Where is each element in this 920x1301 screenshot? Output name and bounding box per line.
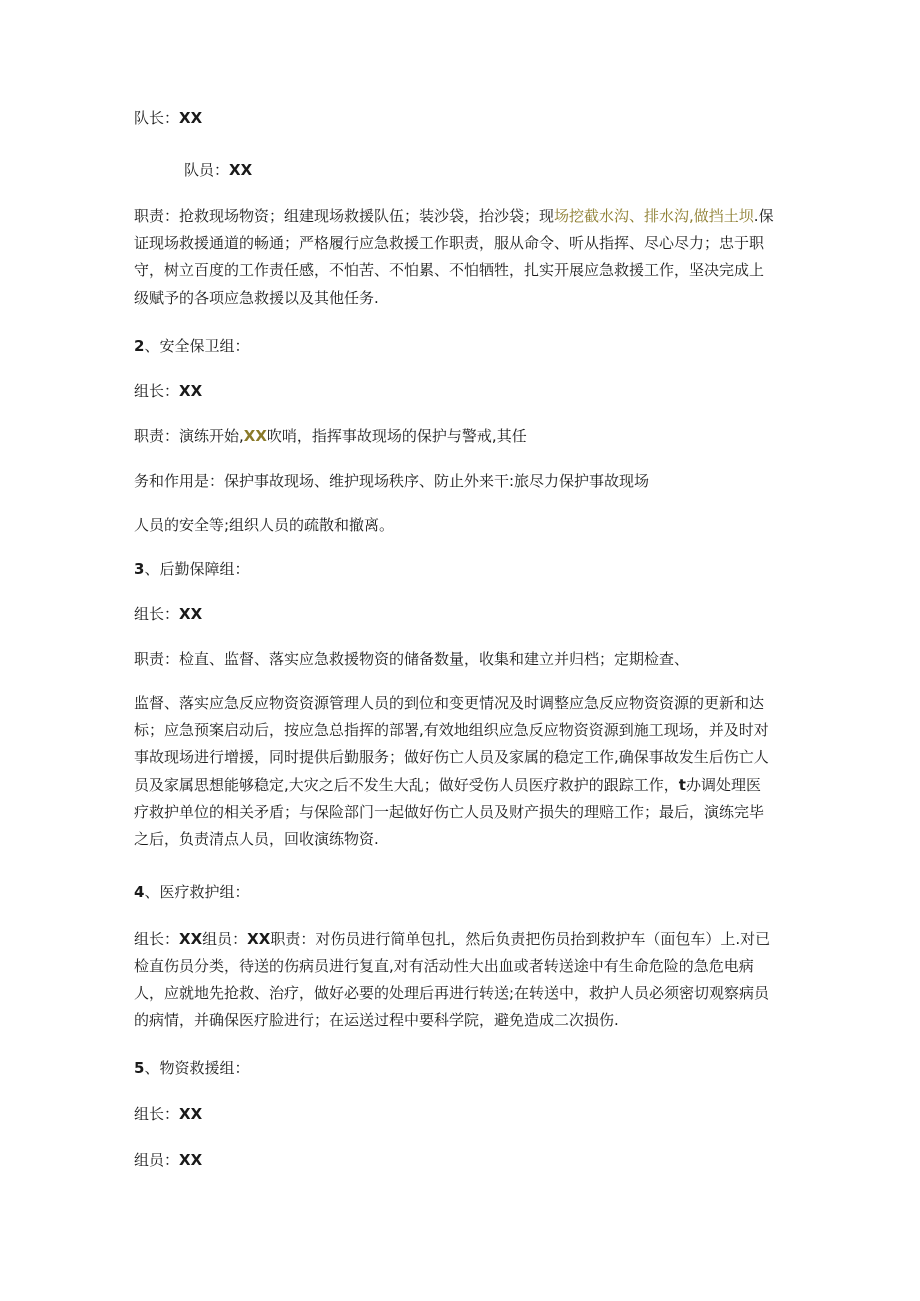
team-leader-line: 队长：XX bbox=[134, 109, 203, 127]
medical-duty-paragraph: 检直伤员分类，待送的伤病员进行复直,对有活动性大出血或者转送途中有生命危险的急危电病 人，应就地先抢救、治疗，做好必要的处理后再进行转送;在转送中，救护人员必须密切观察病员 的病情，并确保医疗脸进行；在运送过程中要科学院，避免造成二次损伤. bbox=[134, 957, 770, 1030]
section-heading-logistics: 3、后勤保障组： bbox=[134, 560, 250, 578]
logistics-duty-paragraph: 监督、落实应急反应物资资源管理人员的到位和变更情况及时调整应急反应物资资源的更新和达 标；应急预案启动后，按应急总指挥的部署,有效地组织应急反应物资资源到施工现场，并及时对 事故现场进行增援，同时提供后勤服务；做好伤亡人员及家属的稳定工作,确保事故发生后伤亡人 员及家属思想能够稳定,大灾之后不发生大乱；做好受伤人员医疗救护的跟踪工作，t办调处理医 疗救护单位的相关矛盾；与保险部门一起做好伤亡人员及财产损失的理赔工作；最后，演练完毕 之后，负责清点人员，回收演练物资. bbox=[134, 694, 769, 849]
section-heading-security: 2、安全保卫组： bbox=[134, 337, 250, 355]
logistics-leader-line: 组长：XX bbox=[134, 605, 203, 623]
security-duty-line-3: 人员的安全等;组织人员的疏散和撤离。 bbox=[134, 516, 395, 534]
security-duty-line-1: 职责：演练开始,XX吹哨，指挥事故现场的保护与警戒,其任 bbox=[134, 427, 527, 445]
security-leader-line: 组长：XX bbox=[134, 382, 203, 400]
team-duty-paragraph: 职责：抢救现场物资；组建现场救援队伍；装沙袋，抬沙袋；现场挖截水沟、排水沟,做挡土坝.保 证现场救援通道的畅通；严格履行应急救援工作职责，服从命令、听从指挥、尽心尽力；忠于职 守，树立百度的工作责任感，不怕苦、不怕累、不怕牺牲，扎实开展应急救援工作，坚决完成上 级赋予的各项应急救援以及其他任务. bbox=[134, 207, 774, 307]
section-heading-materials: 5、物资救援组： bbox=[134, 1059, 250, 1077]
team-member-line: 队员：XX bbox=[184, 161, 253, 179]
section-heading-medical: 4、医疗救护组： bbox=[134, 883, 250, 901]
security-duty-line-2: 务和作用是：保护事故现场、维护现场秩序、防止外来干:旅尽力保护事故现场 bbox=[134, 472, 650, 490]
logistics-duty-line-1: 职责：检直、监督、落实应急救援物资的储备数量，收集和建立并归档；定期检查、 bbox=[134, 650, 690, 668]
materials-member-line: 组员：XX bbox=[134, 1151, 203, 1169]
medical-leader-member-duty-line: 组长：XX组员：XX职责：对伤员进行简单包扎，然后负责把伤员抬到救护车（面包车）上.对已 bbox=[134, 930, 771, 948]
materials-leader-line: 组长：XX bbox=[134, 1105, 203, 1123]
